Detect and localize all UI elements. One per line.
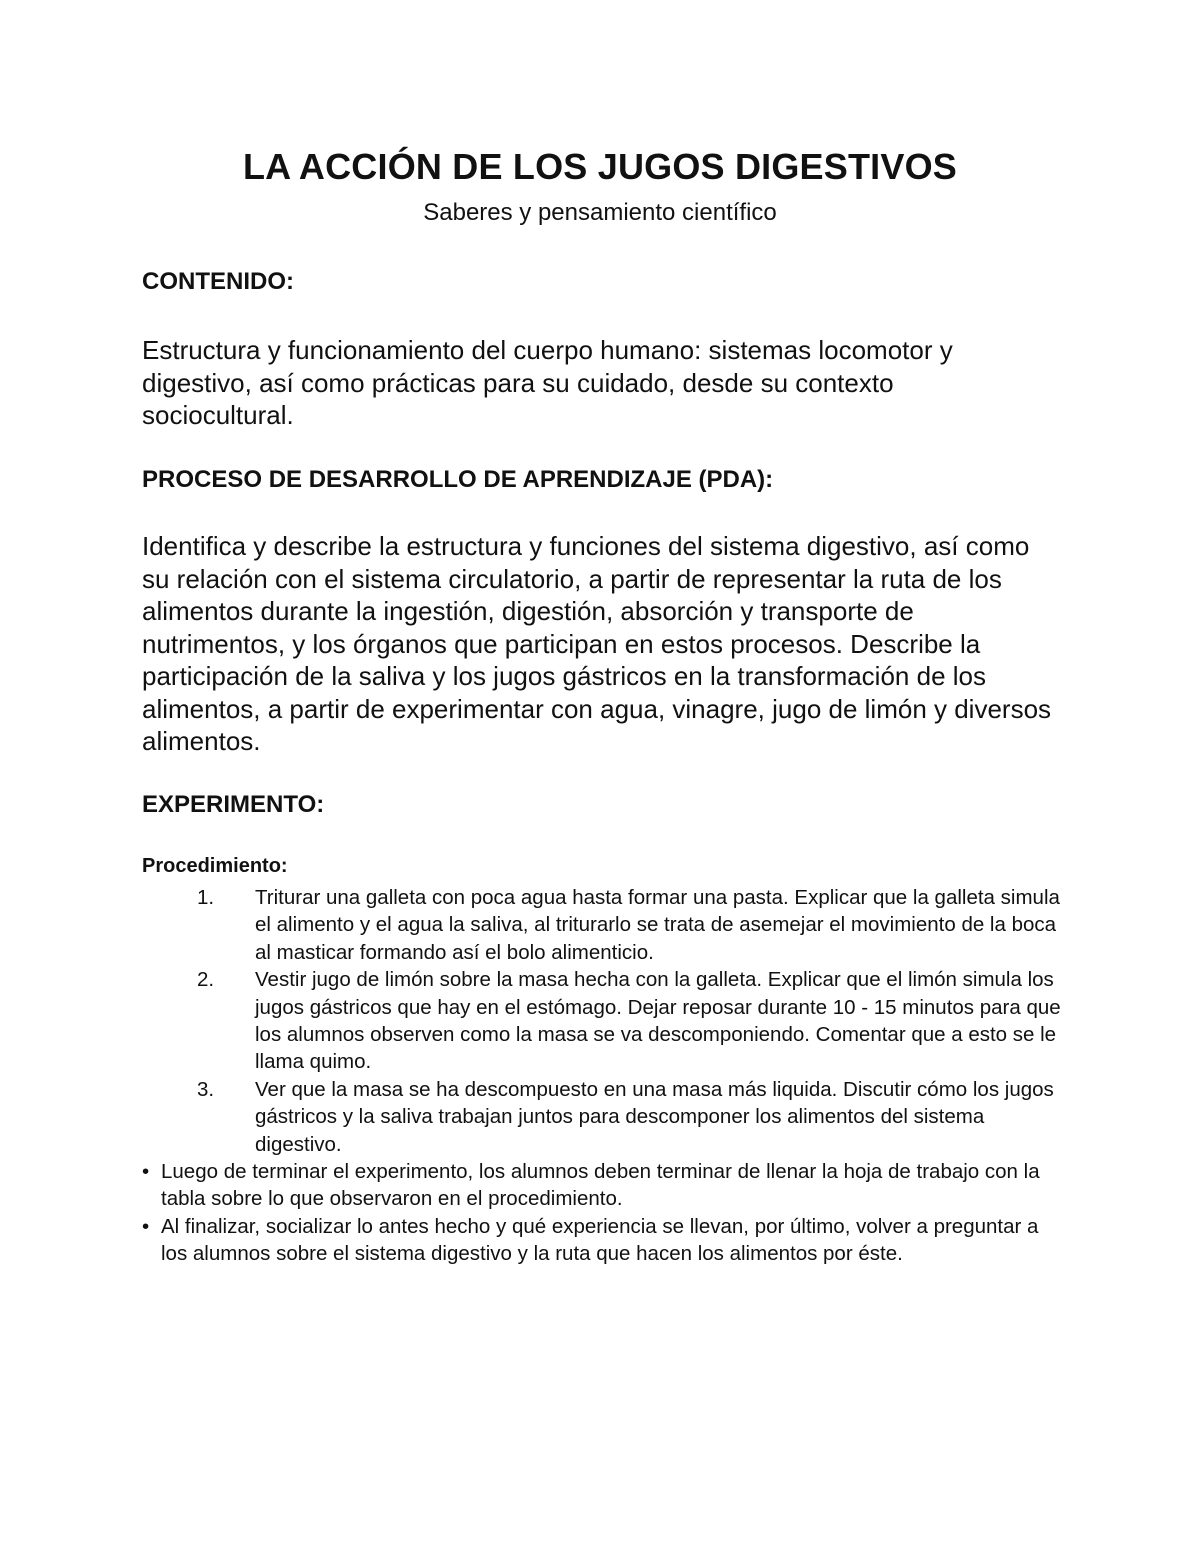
bullet-item	[142, 1213, 1062, 1268]
step-number: 1.	[197, 886, 215, 909]
procedure-step	[142, 1076, 1062, 1158]
contenido-heading: CONTENIDO:	[142, 268, 294, 295]
step-text: Triturar una galleta con poca agua hasta formar una pasta. Explicar que la galleta simula el alimento y el agua la saliva, al triturarlo se trata de asemejar el movimiento de la boca al masticar formando así el bolo alimenticio.	[255, 886, 1060, 964]
bullet-text: Luego de terminar el experimento, los alumnos deben terminar de llenar la hoja de trabajo con la tabla sobre lo que observaron en el procedimiento.	[161, 1160, 1040, 1211]
step-number: 2.	[197, 968, 215, 992]
document-subtitle: Saberes y pensamiento científico	[423, 199, 777, 226]
procedure-steps-list	[142, 884, 1062, 1158]
bullet-item	[142, 1158, 1062, 1213]
document-title: LA ACCIÓN DE LOS JUGOS DIGESTIVOS	[242, 146, 957, 187]
experimento-heading: EXPERIMENTO:	[142, 791, 325, 818]
procedure-step	[142, 884, 1062, 966]
step-text: Vestir jugo de limón sobre la masa hecha con la galleta. Explicar que el limón simula los jugos gástricos que hay en el estómago. Dejar reposar durante 10 - 15 minutos para que los alumnos observen como la masa se va descomponiendo. Comentar que a esto se le llama quimo.	[255, 968, 1061, 1074]
bullet-icon: •	[142, 1160, 150, 1183]
contenido-text: Estructura y funcionamiento del cuerpo humano: sistemas locomotor y digestivo, así como prácticas para su cuidado, desde su contexto sociocultural.	[142, 335, 953, 430]
procedure-step	[142, 966, 1062, 1076]
pda-text: Identifica y describe la estructura y funciones del sistema digestivo, así como su relación con el sistema circulatorio, a partir de representar la ruta de los alimentos durante la ingestión, digestión, absorción y transporte de nutrimentos, y los órganos que participan en estos procesos. Describe la participación de la saliva y los jugos gástricos en la transformación de los alimentos, a partir de experimentar con agua, vinagre, jugo de limón y diversos alimentos.	[142, 531, 1052, 756]
pda-heading: PROCESO DE DESARROLLO DE APRENDIZAJE (PDA):	[142, 466, 774, 493]
step-number: 3.	[197, 1077, 215, 1101]
bullet-icon: •	[142, 1214, 150, 1238]
bullet-text: Al finalizar, socializar lo antes hecho y qué experiencia se llevan, por último, volver a preguntar a los alumnos sobre el sistema digestivo y la ruta que hacen los alimentos por éste.	[161, 1214, 1039, 1266]
step-text: Ver que la masa se ha descompuesto en una masa más liquida. Discutir cómo los jugos gástricos y la saliva trabajan juntos para descomponer los alimentos del sistema digestivo.	[255, 1077, 1054, 1156]
bullet-list	[142, 1158, 1062, 1268]
procedimiento-heading: Procedimiento:	[142, 855, 288, 877]
